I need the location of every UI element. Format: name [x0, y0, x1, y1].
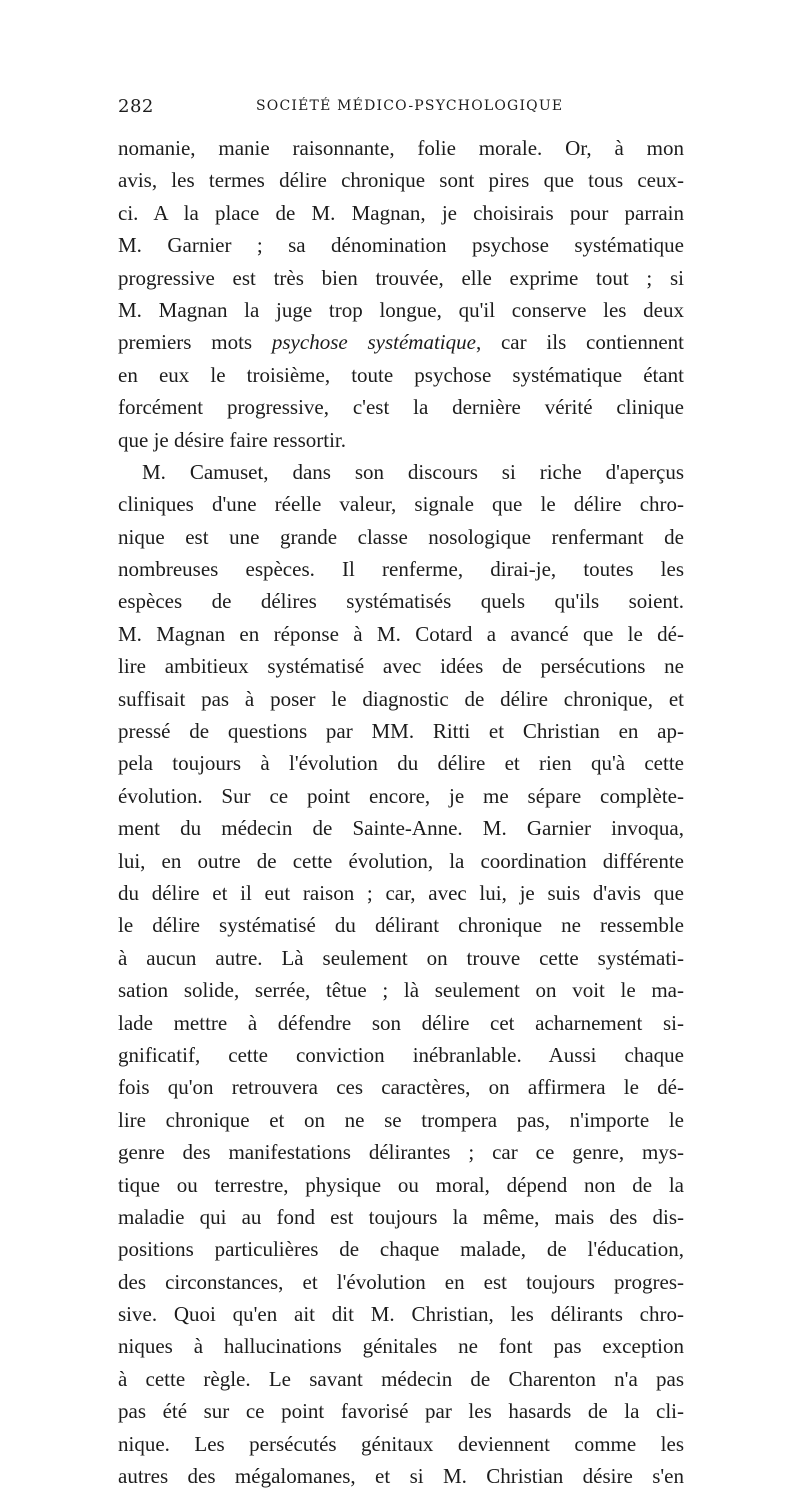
- text-line: ment du médecin de Sainte-Anne. M. Garnier invoqua,: [118, 816, 684, 841]
- text-line: pressé de questions par MM. Ritti et Christian en ap-: [118, 719, 684, 744]
- text-line: M. Magnan en réponse à M. Cotard a avancé que le dé-: [118, 621, 684, 646]
- text-line: niques à hallucinations génitales ne font pas exception: [118, 1334, 684, 1359]
- text-segment: premiers mots: [118, 330, 272, 355]
- text-line: forcément progressive, c'est la dernière vérité clinique: [118, 395, 684, 420]
- text-line: progressive est très bien trouvée, elle exprime tout ; si: [118, 265, 684, 290]
- text-line: à aucun autre. Là seulement on trouve cette systémati-: [118, 945, 684, 970]
- text-line: sive. Quoi qu'en ait dit M. Christian, les délirants chro-: [118, 1302, 684, 1327]
- text-line: le délire systématisé du délirant chronique ne ressemble: [118, 913, 684, 938]
- running-head: SOCIÉTÉ MÉDICO-PSYCHOLOGIQUE: [256, 98, 564, 114]
- text-line: des circonstances, et l'évolution en est toujours progres-: [118, 1269, 684, 1294]
- text-line: lui, en outre de cette évolution, la coordination différente: [118, 848, 684, 873]
- text-line: avis, les termes délire chronique sont pires que tous ceux-: [118, 168, 684, 193]
- text-line: cliniques d'une réelle valeur, signale que le délire chro-: [118, 492, 684, 517]
- text-segment: , car ils contiennent: [475, 330, 684, 355]
- text-line: nombreuses espèces. Il renferme, dirai-je, toutes les: [118, 557, 684, 582]
- body-text: [118, 132, 684, 1492]
- text-line: sation solide, serrée, têtue ; là seulement on voit le ma-: [118, 978, 684, 1003]
- text-line: gnificatif, cette conviction inébranlable. Aussi chaque: [118, 1042, 684, 1067]
- text-line: M. Camuset, dans son discours si riche d'aperçus: [142, 459, 684, 484]
- page-number: 282: [118, 96, 154, 117]
- text-line: maladie qui au fond est toujours la même, mais des dis-: [118, 1204, 684, 1229]
- text-line: suffisait pas à poser le diagnostic de délire chronique, et: [118, 686, 684, 711]
- text-line: fois qu'on retrouvera ces caractères, on affirmera le dé-: [118, 1075, 684, 1100]
- text-line: lire ambitieux systématisé avec idées de persécutions ne: [118, 654, 684, 679]
- text-line: nomanie, manie raisonnante, folie morale. Or, à mon: [118, 136, 684, 160]
- text-line: évolution. Sur ce point encore, je me sépare complète-: [118, 783, 684, 808]
- text-line: espèces de délires systématisés quels qu'ils soient.: [118, 589, 684, 614]
- text-line: tique ou terrestre, physique ou moral, dépend non de la: [118, 1172, 684, 1197]
- text-line: du délire et il eut raison ; car, avec lui, je suis d'avis que: [118, 880, 684, 905]
- italic-term: psychose systématique: [271, 330, 476, 355]
- text-line: lire chronique et on ne se trompera pas, n'importe le: [118, 1107, 684, 1132]
- text-line: positions particulières de chaque malade, de l'éducation,: [118, 1237, 684, 1262]
- page-header: [118, 96, 684, 124]
- text-line: nique. Les persécutés génitaux deviennent comme les: [118, 1431, 684, 1456]
- text-line: nique est une grande classe nosologique renfermant de: [118, 524, 684, 549]
- text-line: [118, 326, 684, 358]
- text-line: autres des mégalomanes, et si M. Christian désire s'en: [118, 1464, 684, 1489]
- text-line: genre des manifestations délirantes ; car ce genre, mys-: [118, 1140, 684, 1165]
- text-line: lade mettre à défendre son délire cet acharnement si-: [118, 1010, 684, 1035]
- text-line: pas été sur ce point favorisé par les hasards de la cli-: [118, 1399, 684, 1424]
- text-line: à cette règle. Le savant médecin de Charenton n'a pas: [118, 1366, 684, 1391]
- text-line: ci. A la place de M. Magnan, je choisirais pour parrain: [118, 200, 684, 225]
- text-line: M. Garnier ; sa dénomination psychose systématique: [118, 233, 684, 258]
- text-line: que je désire faire ressortir.: [118, 427, 346, 452]
- text-line: pela toujours à l'évolution du délire et rien qu'à cette: [118, 751, 684, 776]
- book-page: [118, 96, 684, 1492]
- text-line: M. Magnan la juge trop longue, qu'il conserve les deux: [118, 297, 684, 322]
- text-line: en eux le troisième, toute psychose systématique étant: [118, 362, 684, 387]
